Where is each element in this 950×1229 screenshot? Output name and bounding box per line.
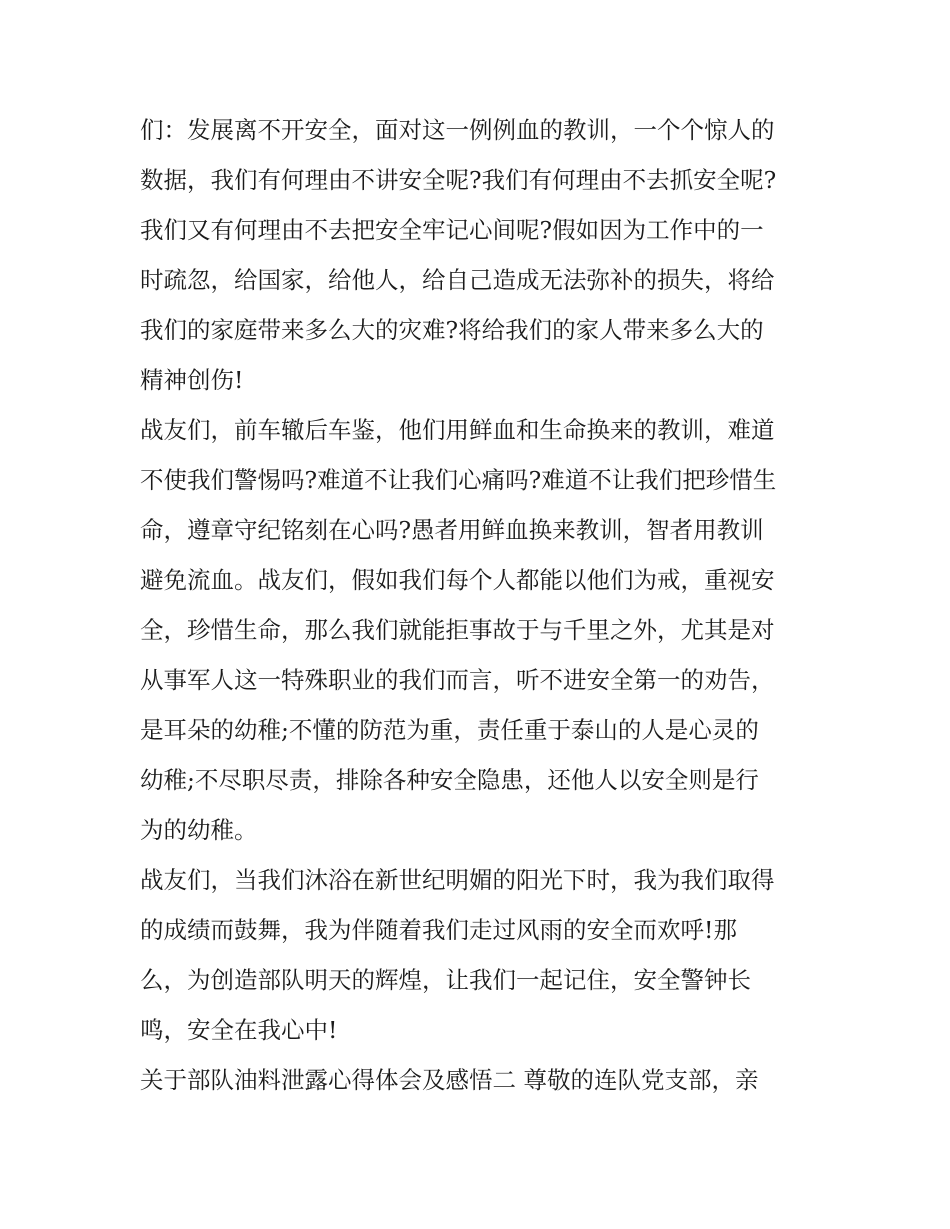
text-line: 战友们，当我们沐浴在新世纪明媚的阳光下时，我为我们取得 (140, 866, 775, 894)
text-line: 战友们，前车辙后车鉴，他们用鲜血和生命换来的教训，难道 (140, 416, 775, 444)
text-line: 避免流血。战友们，假如我们每个人都能以他们为戒，重视安 (140, 566, 775, 594)
text-line: 的成绩而鼓舞，我为伴随着我们走过风雨的安全而欢呼!那 (140, 916, 737, 944)
text-line: 么，为创造部队明天的辉煌，让我们一起记住，安全警钟长 (140, 966, 751, 994)
text-line: 数据，我们有何理由不讲安全呢?我们有何理由不去抓安全呢? (140, 166, 777, 194)
text-line: 时疏忽，给国家，给他人，给自己造成无法弥补的损失，将给 (140, 266, 775, 294)
text-line: 们：发展离不开安全，面对这一例例血的教训，一个个惊人的 (140, 116, 775, 144)
document-body (140, 105, 830, 1105)
text-line: 命，遵章守纪铭刻在心吗?愚者用鲜血换来教训，智者用教训 (140, 516, 764, 544)
text-line: 幼稚;不尽职尽责，排除各种安全隐患，还他人以安全则是行 (140, 766, 759, 794)
text-line: 我们的家庭带来多么大的灾难?将给我们的家人带来多么大的 (140, 316, 764, 344)
text-line: 我们又有何理由不去把安全牢记心间呢?假如因为工作中的一 (140, 216, 764, 244)
text-line: 为的幼稚。 (140, 816, 258, 844)
text-line: 精神创伤! (140, 366, 244, 394)
text-line: 全，珍惜生命，那么我们就能拒事故于与千里之外，尤其是对 (140, 616, 775, 644)
text-line: 从事军人这一特殊职业的我们而言，听不进安全第一的劝告， (140, 666, 775, 694)
text-line: 鸣，安全在我心中! (140, 1016, 338, 1044)
text-line: 是耳朵的幼稚;不懂的防范为重，责任重于泰山的人是心灵的 (140, 716, 759, 744)
text-line: 关于部队油料泄露心得体会及感悟二 尊敬的连队党支部，亲 (140, 1066, 759, 1094)
text-line: 不使我们警惕吗?难道不让我们心痛吗?难道不让我们把珍惜生 (140, 466, 777, 494)
